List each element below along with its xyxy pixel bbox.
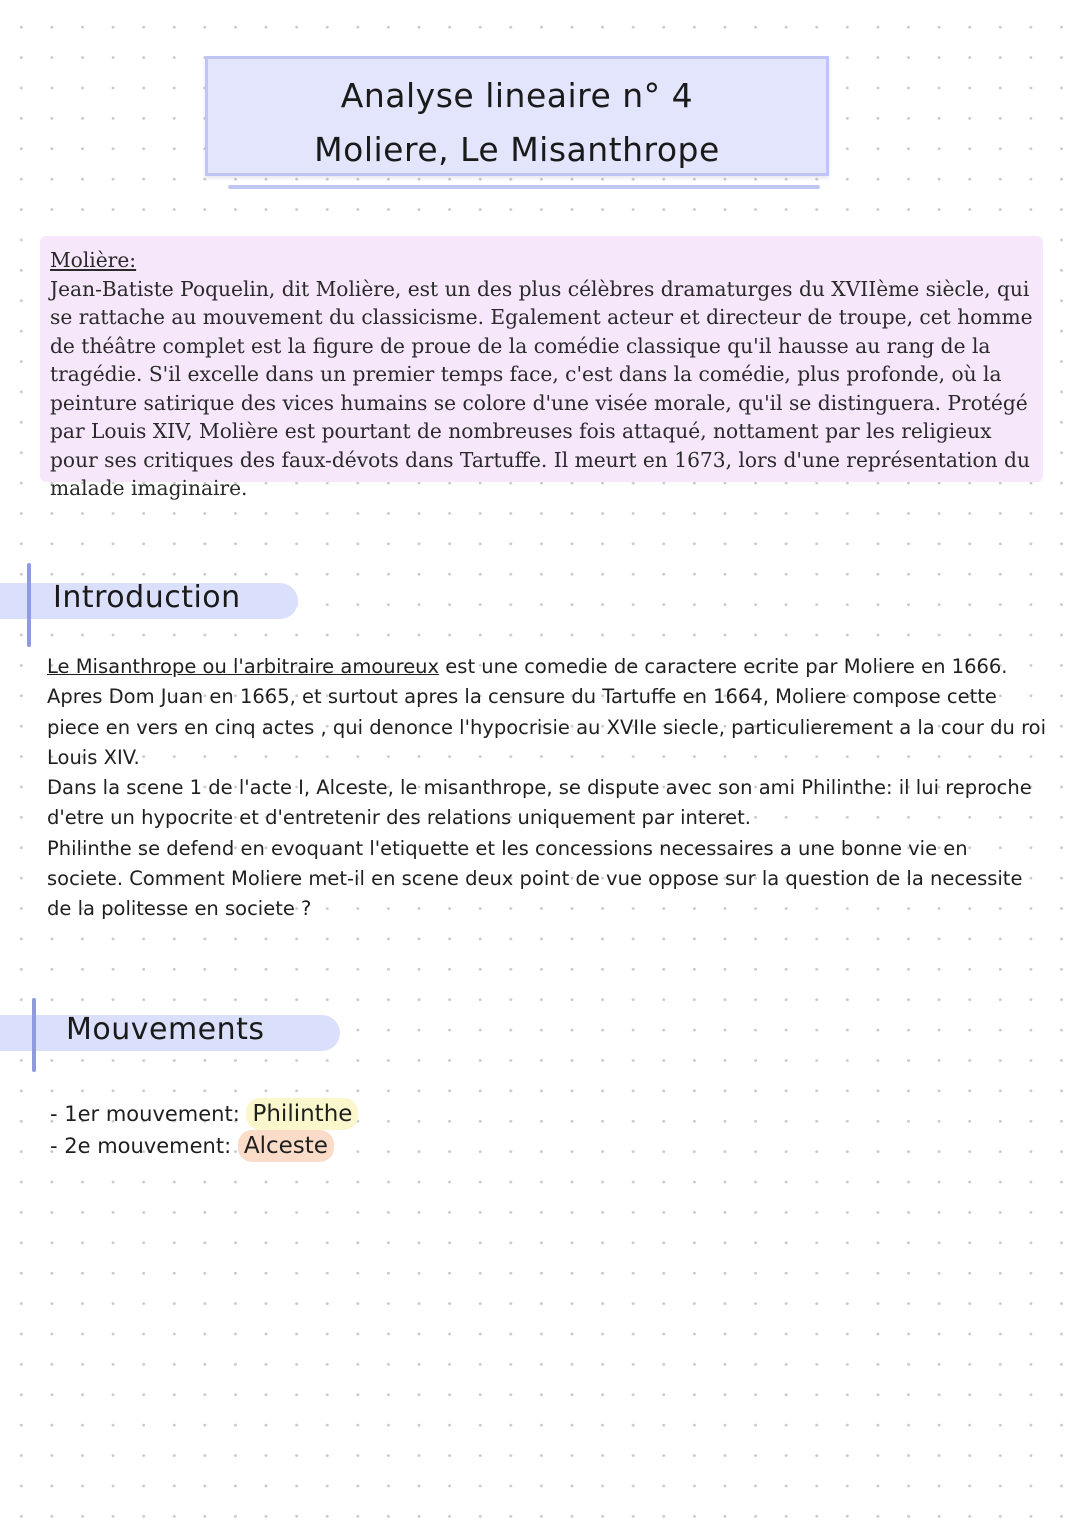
title-box bbox=[205, 56, 829, 176]
list-item: - 2e mouvement: Alceste bbox=[50, 1130, 358, 1162]
list-item: - 1er mouvement: Philinthe bbox=[50, 1098, 358, 1130]
mouvements-heading: Mouvements bbox=[66, 1012, 265, 1047]
page-subtitle: Moliere, Le Misanthrope bbox=[314, 130, 720, 169]
intro-paragraph-2: Dans la scene 1 de l'acte I, Alceste, le misanthrope, se dispute avec son ami Philinthe: il lui reproche d'etre un hypocrite et d'entretenir des relations uniquement par interet. bbox=[47, 776, 1032, 830]
intro-paragraph-3: Philinthe se defend en evoquant l'etiquette et les concessions necessaires a une bonne vie en societe. Comment Moliere met-il en scene deux point de vue oppose sur la question de la necessite de la politesse en societe ? bbox=[47, 836, 1023, 921]
moliere-bio-box bbox=[40, 236, 1043, 500]
work-title: Le Misanthrope ou l'arbitraire amoureux bbox=[47, 655, 440, 678]
introduction-heading: Introduction bbox=[53, 580, 241, 615]
mouvements-header-rule bbox=[32, 998, 36, 1072]
introduction-header-rule bbox=[27, 563, 31, 647]
introduction-text bbox=[47, 652, 1047, 925]
title-underline bbox=[228, 185, 820, 189]
bio-text: Jean-Batiste Poquelin, dit Molière, est un des plus célèbres dramaturges du XVIIème siècle, qui se rattache au mouvement du classicisme. Egalement acteur et directeur de troupe, cet homme de théâtre complet est la figure de proue de la comédie classique qu'il hausse au rang de la tragédie. S'il excelle dans un premier temps face, c'est dans la comédie, plus profonde, où la peinture satirique des vices humains se colore d'une visée morale, qu'il se distinguera. Protégé par Louis XIV, Molière est pourtant de nombreuses fois attaqué, nottament par les religieux pour ses critiques des faux-dévots dans Tartuffe. Il meurt en 1673, lors d'une représentation du malade imaginaire. bbox=[50, 276, 1033, 500]
bio-heading: Molière: bbox=[50, 248, 137, 272]
highlight-philinthe: Philinthe bbox=[246, 1098, 358, 1130]
page-title: Analyse lineaire n° 4 bbox=[340, 76, 694, 115]
intro-paragraph-1-rest: est une comedie de caractere ecrite par Moliere en 1666. Apres Dom Juan en 1665, et surtout apres la censure du Tartuffe en 1664, Moliere compose cette piece en vers en cinq actes , qui denonce l'hypocrisie au XVIIe siecle, particulierement a la cour du roi Louis XIV. bbox=[47, 655, 1047, 769]
movements-list bbox=[50, 1098, 358, 1162]
highlight-alceste: Alceste bbox=[238, 1130, 334, 1162]
intro-paragraph-1 bbox=[47, 652, 1047, 773]
